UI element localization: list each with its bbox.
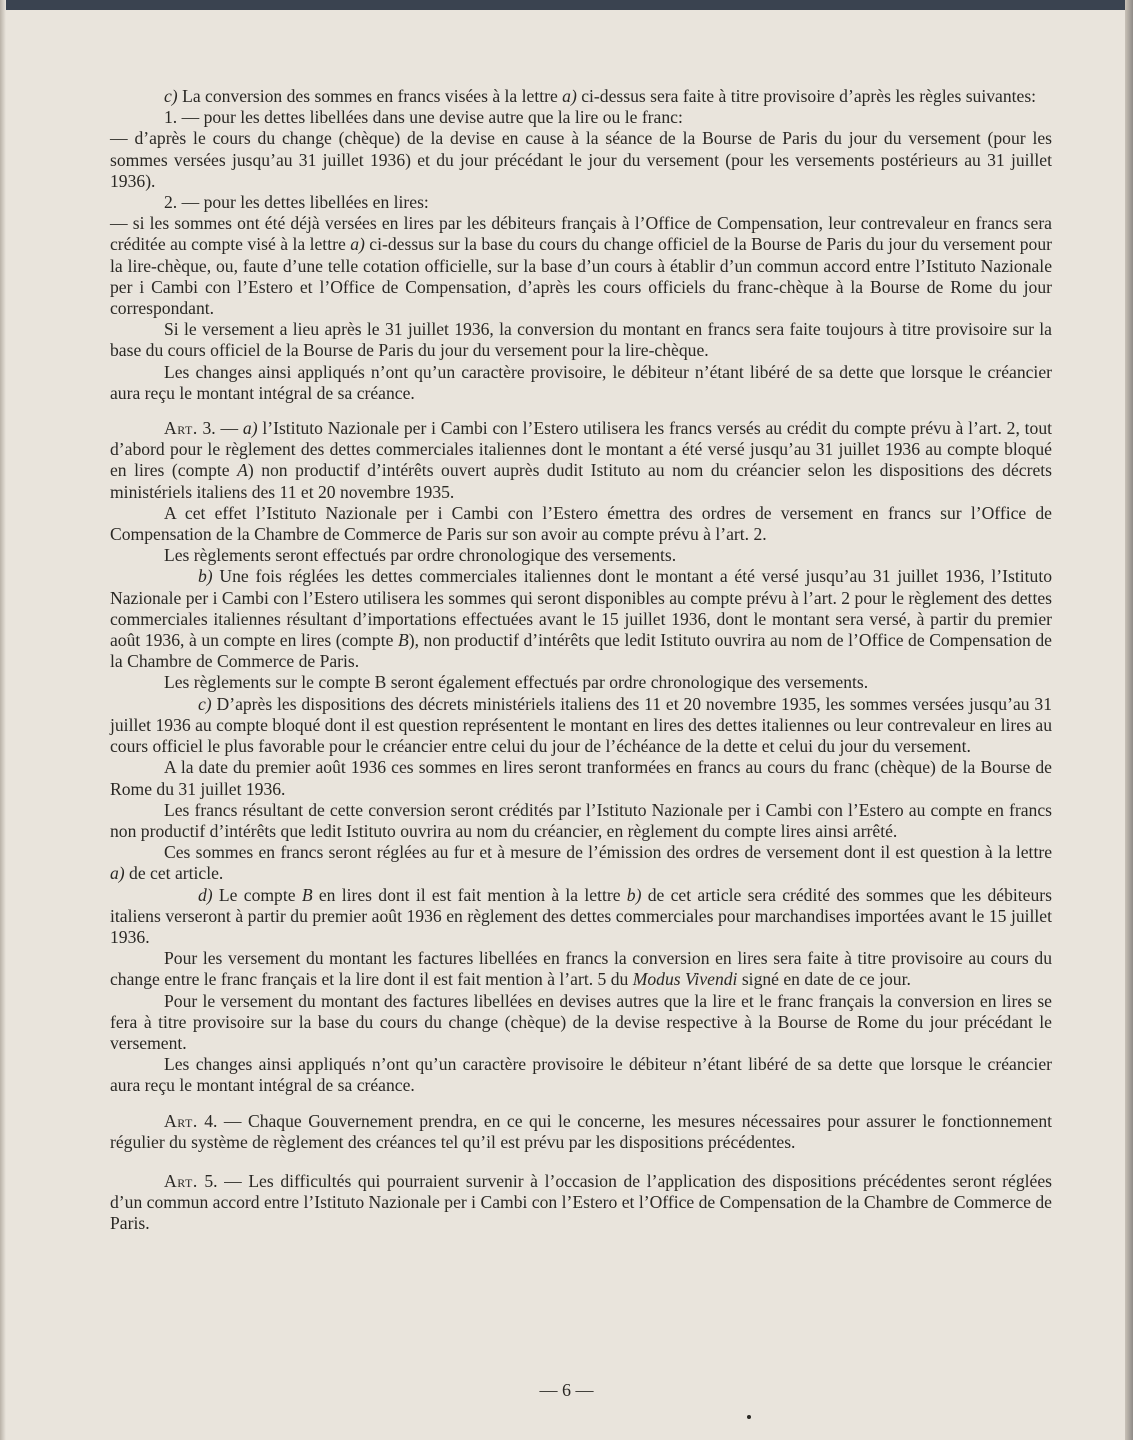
paragraph-sommes-francs: Ces sommes en francs seront réglées au fur et à mesure de l’émission des ordres de versement dont il est question à la lettre a) de cet article. bbox=[110, 842, 1052, 884]
article-4: Art. 4. — Chaque Gouvernement prendra, en ce qui le concerne, les mesures nécessaires pour assurer le fonctionnement régulier du système de règlement des créances tel qu’il est prévu par les dispositions précédentes. bbox=[110, 1110, 1052, 1152]
paragraph-versement-apres: Si le versement a lieu après le 31 juillet 1936, la conversion du montant en francs sera faite toujours à titre provisoire sur la base du cours officiel de la Bourse de Paris du jour du versement pour la lire-chèque. bbox=[110, 319, 1052, 361]
article-3-a: Art. 3. — a) l’Istituto Nazionale per i Cambi con l’Estero utilisera les francs versés au crédit du compte prévu à l’art. 2, tout d’abord pour le règlement des dettes commerciales italiennes dont le montant a été versé jusqu’au 31 juillet 1936 au compte bloqué en lires (compte A) non productif d’intérêts ouvert auprès dudit Istituto au nom du créancier selon les dispositions des décrets ministériels italiens des 11 et 20 novembre 1935. bbox=[110, 418, 1053, 502]
paragraph-factures-devises: Pour le versement du montant des factures libellées en devises autres que la lire et le franc français la conversion en lires se fera à titre provisoire sur la base du cours du change (chèque) de la devise respective à la Bourse de Rome du jour précédant le versement. bbox=[110, 990, 1052, 1053]
paragraph-compte-b: Les règlements sur le compte B seront également effectués par ordre chronologique des versements. bbox=[164, 672, 869, 693]
article-3-b: b) Une fois réglées les dettes commerciales italiennes dont le montant a été versé jusqu’au 31 juillet 1936, l’Istituto Nazionale per i Cambi con l’Estero utilisera les sommes qui seront disponibles au compte prévu à l’art. 2 pour le règlement des dettes commerciales italiennes résultant d’importations effectuées avant le 15 juillet 1936, dont le montant sera versé, à partir du premier août 1936, à un compte en lires (compte B), non productif d’intérêts que ledit Istituto ouvrira au nom de l’Office de Compensation de la Chambre de Commerce de Paris. bbox=[110, 566, 1052, 672]
paragraph-date-aout: A la date du premier août 1936 ces sommes en lires seront tranformées en francs au cours du franc (chèque) de la Bourse de Rome du 31 juillet 1936. bbox=[110, 757, 1052, 799]
document-body bbox=[110, 86, 1052, 1235]
page-number: — 6 — bbox=[539, 1380, 594, 1400]
paragraph-ordres-versement: A cet effet l’Istituto Nazionale per i Cambi con l’Estero émettra des ordres de versement en francs sur l’Office de Compensation de la Chambre de Commerce de Paris sur son avoir au compte prévu à l’art. 2. bbox=[110, 502, 1052, 545]
article-3-c: c) D’après les dispositions des décrets ministériels italiens des 11 et 20 novembre 1935, les sommes versées jusqu’au 31 juillet 1936 au compte bloqué dont il est question représentent le montant en lires des dettes italiennes ou leur contrevaleur en lires au cours officiel le plus favorable pour le créancier entre celui du jour de l’échéance de la dette et celui du jour du versement. bbox=[110, 693, 1052, 757]
paragraph-c-conversion: c) La conversion des sommes en francs visées à la lettre a) ci-dessus sera faite à titre provisoire d’après les règles suivantes: bbox=[164, 86, 1037, 106]
scan-right-border bbox=[1125, 0, 1133, 1440]
article-5: Art. 5. — Les difficultés qui pourraient survenir à l’occasion de l’application des dispositions précédentes seront réglées d’un commun accord entre l’Istituto Nazionale per i Cambi con l’Estero et l’Office de Compensation de la Chambre de Commerce de Paris. bbox=[110, 1170, 1052, 1234]
scan-speck bbox=[747, 1415, 751, 1419]
paragraph-factures-francs: Pour les versement du montant les factures libellées en francs la conversion en lires sera faite à titre provisoire au cours du change entre le franc français et la lire dont il est fait mention à l’art. 5 du Modus Vivendi signé en date de ce jour. bbox=[110, 948, 1052, 990]
article-3-d: d) Le compte B en lires dont il est fait mention à la lettre b) de cet article sera crédité des sommes que les débiteurs italiens verseront à partir du premier août 1936 en règlement des dettes commerciales pour marchandises importées avant le 15 juillet 1936. bbox=[110, 884, 1052, 947]
paragraph-rule-1-detail: — d’après le cours du change (chèque) de la devise en cause à la séance de la Bourse de Paris du jour du versement (pour les sommes versées jusqu’au 31 juillet 1936) et du jour précédant le jour du versement (pour les versements postérieurs au 31 juillet 1936). bbox=[110, 128, 1052, 191]
paragraph-rule-2: 2. — pour les dettes libellées en lires: bbox=[164, 192, 429, 213]
paragraph-reglements-chrono: Les règlements seront effectués par ordre chronologique des versements. bbox=[164, 545, 677, 566]
paragraph-francs-resultant: Les francs résultant de cette conversion seront crédités par l’Istituto Nazionale per i Cambi con l’Estero au compte en francs non productif d’intérêts que ledit Istituto ouvrira au nom du créancier, en règlement du compte lires ainsi arrêté. bbox=[110, 799, 1052, 841]
scan-top-border bbox=[0, 0, 1133, 10]
paragraph-rule-2-detail: — si les sommes ont été déjà versées en lires par les débiteurs français à l’Office de Compensation, leur contrevaleur en francs sera créditée au compte visé à la lettre a) ci-dessus sur la base du cours du change officiel de la Bourse de Paris du jour du versement pour la lire-chèque, ou, faute d’une telle cotation officielle, sur la base d’un cours à établir d’un commun accord entre l’Istituto Nazionale per i Cambi con l’Estero et l’Office de Compensation, d’après les cours officiels du franc-chèque à la Bourse de Rome du jour correspondant. bbox=[110, 213, 1052, 319]
scan-left-edge bbox=[0, 0, 6, 1440]
paragraph-rule-1: 1. — pour les dettes libellées dans une devise autre que la lire ou le franc: bbox=[164, 107, 683, 128]
paragraph-changes-appliques: Les changes ainsi appliqués n’ont qu’un caractère provisoire le débiteur n’étant libéré de sa dette que lorsque le créancier aura reçu le montant intégral de sa créance. bbox=[110, 1054, 1052, 1096]
paragraph-changes-provisoires: Les changes ainsi appliqués n’ont qu’un caractère provisoire, le débiteur n’étant libéré de sa dette que lorsque le créancier aura reçu le montant intégral de sa créance. bbox=[110, 361, 1052, 403]
